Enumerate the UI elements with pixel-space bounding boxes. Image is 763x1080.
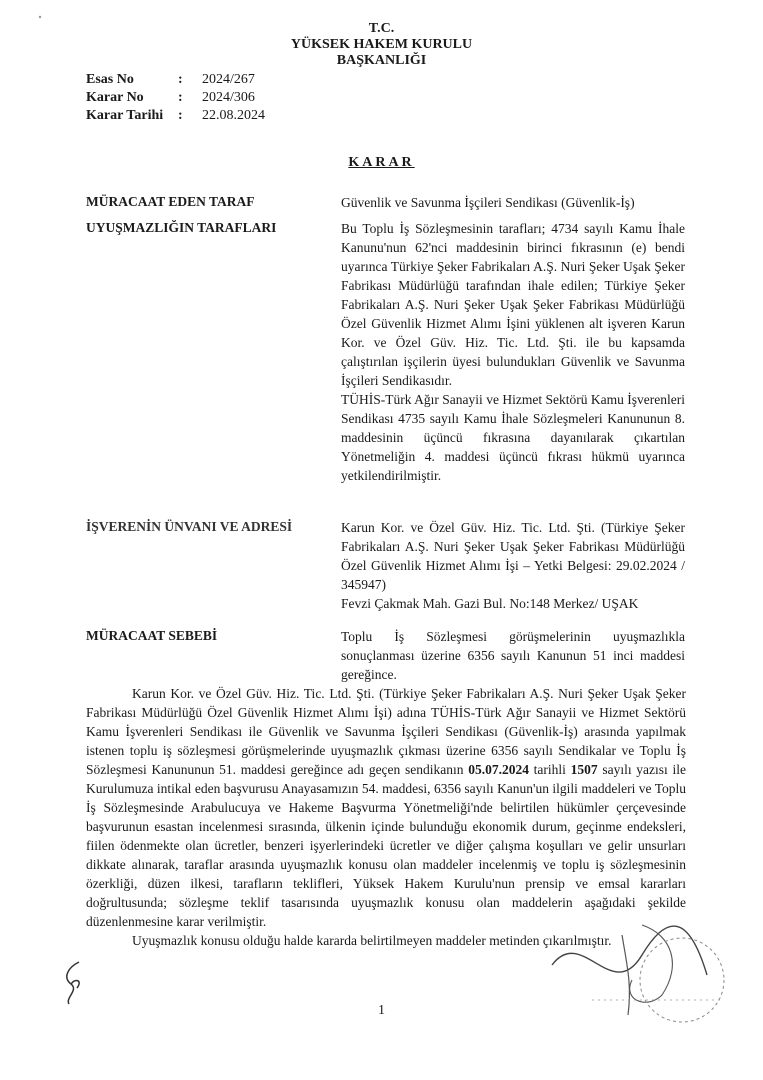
header-institution: YÜKSEK HAKEM KURULU — [290, 37, 473, 52]
initials-signature-icon — [57, 958, 87, 1008]
parties-paragraph-1: Bu Toplu İş Sözleşmesinin tarafları; 4734 sayılı Kamu İhale Kanunu'nun 62'nci maddesinin birinci fıkrasının (e) bendi uyarınca Türkiye Şeker Fabrikaları A.Ş. Nuri Şeker Uşak Şeker Fabrikası Müdürlüğü tarafından ihale edilen; Türkiye Şeker Fabrikaları A.Ş. Nuri Şeker Uşak Şeker Fabrikası Müdürlüğü Özel Güvenlik Hizmet Alımı İşini yüklenen alt işveren Karun Kor. ve Özel Güv. Hiz. Tic. Ltd. Şti. ile bu kapsamda çalıştırılan işçilerin üyesi bulundukları Güvenlik ve Savunma İşçileri Sendikasıdır. — [341, 221, 685, 388]
meta-sep: : — [178, 108, 183, 123]
employer-paragraph-1: Karun Kor. ve Özel Güv. Hiz. Tic. Ltd. Şti. (Türkiye Şeker Fabrikaları A.Ş. Nuri Şeker Uşak Şeker Fabrikası Müdürlüğü Özel Güvenlik Hizmet Alımı İşi – Yetki Belgesi: 29.02.2024 / 345947) — [341, 520, 685, 592]
meta-sep: : — [178, 72, 183, 87]
reason-text: Toplu İş Sözleşmesi görüşmelerinin uyuşmazlıkla sonuçlanması üzerine 6356 sayılı Kanunun 51 inci maddesi gereğince. — [341, 629, 685, 682]
meta-value: 2024/267 — [202, 72, 255, 87]
parties-paragraph-2: TÜHİS-Türk Ağır Sanayii ve Hizmet Sektörü Kamu İşverenleri Sendikası 4735 sayılı Kamu İhale Sözleşmeleri Kanununun 8. maddesinin üçüncü fıkrasına dayanılarak çıkartılan Yönetmeliğin 4. maddesi üçüncü fıkrası hükmü uyarınca yetkilendirilmiştir. — [341, 392, 685, 483]
label-employer: İŞVERENİN ÜNVANI VE ADRESİ — [86, 519, 293, 534]
label-parties: UYUŞMAZLIĞIN TARAFLARI — [86, 220, 277, 235]
decision-title: KARAR — [348, 155, 415, 170]
label-reason: MÜRACAAT SEBEBİ — [86, 628, 218, 643]
employer-address: Fevzi Çakmak Mah. Gazi Bul. No:148 Merkez/ UŞAK — [341, 596, 639, 611]
body-p1-number: 1507 — [570, 762, 598, 777]
employer-text — [341, 518, 685, 613]
body-paragraph-2: Uyuşmazlık konusu olduğu halde kararda belirtilmeyen maddeler metinden çıkarılmıştır. — [132, 933, 612, 948]
meta-key: Karar No — [86, 90, 144, 105]
page-number: 1 — [378, 1003, 385, 1018]
meta-sep: : — [178, 90, 183, 105]
body-p1-a: Karun Kor. ve Özel Güv. Hiz. Tic. Ltd. Şti. (Türkiye Şeker Fabrikaları A.Ş. Nuri Şeker Uşak Şeker Fabrikası Müdürlüğü Özel Güvenlik Hizmet Alımı İşi) adına TÜHİS-Türk Ağır Sanayii ve Hizmet Sektörü Kamu İşverenleri Sendikası ile Güvenlik ve Savunma İşçileri Sendikası (Güvenlik-İş) arasında yapılmak istenen toplu iş sözleşmesi görüşmelerinde uyuşmazlık çıkması üzerine 6356 sayılı Sendikalar ve Toplu İş Sözleşmesi Kanununun 51. maddesi gereğince adı geçen sendikanın — [86, 686, 686, 777]
body-p1-date: 05.07.2024 — [468, 762, 529, 777]
parties-text — [341, 219, 685, 485]
body-p1-c: sayılı yazısı ile Kurulumuza intikal eden başvurusu Anayasamızın 54. maddesi, 6356 sayılı Kanun'un ilgili maddeleri ve Toplu İş Sözleşmesinde Arabulucuya ve Hakeme Başvurma Yönetmeliği'nde belirtilen hükümler çerçevesinde başvurunun esastan incelenmesi sırasında, ülkenin içinde bulunduğu ekonomik durum, geçinme endeksleri, fiilen ödenmekte olan ücretler, benzeri işyerlerindeki ücretler ve diğer çalışma koşulları ve gelir unsurları dikkate alınarak, taraflar arasında uyuşmazlık konusu olan maddeler incelenmiş ve toplu iş sözleşmesinin özerkliği, düzen ilkesi, tarafların teklifleri, Yüksek Hakem Kurulu'nun prensip ve emsal kararları doğrultusunda; sözleşme teklif tasarısında uyuşmazlık konusu olan maddelerin aşağıdaki şekilde düzenlenmesine karar verilmiştir. — [86, 762, 686, 929]
meta-key: Karar Tarihi — [86, 108, 164, 123]
body-paragraph-1 — [86, 684, 686, 931]
meta-value: 22.08.2024 — [202, 108, 265, 123]
case-metadata — [86, 71, 265, 125]
meta-key: Esas No — [86, 72, 134, 87]
body-p1-b: tarihli — [528, 762, 571, 777]
meta-row-date — [86, 107, 265, 125]
meta-value: 2024/306 — [202, 90, 255, 105]
meta-row-esas — [86, 71, 265, 89]
meta-row-karar — [86, 89, 265, 107]
header-office: BAŞKANLIĞI — [336, 53, 427, 68]
applicant-text: Güvenlik ve Savunma İşçileri Sendikası (Güvenlik-İş) — [341, 195, 635, 210]
label-applicant: MÜRACAAT EDEN TARAF — [86, 194, 255, 209]
header-tc: T.C. — [368, 21, 395, 36]
